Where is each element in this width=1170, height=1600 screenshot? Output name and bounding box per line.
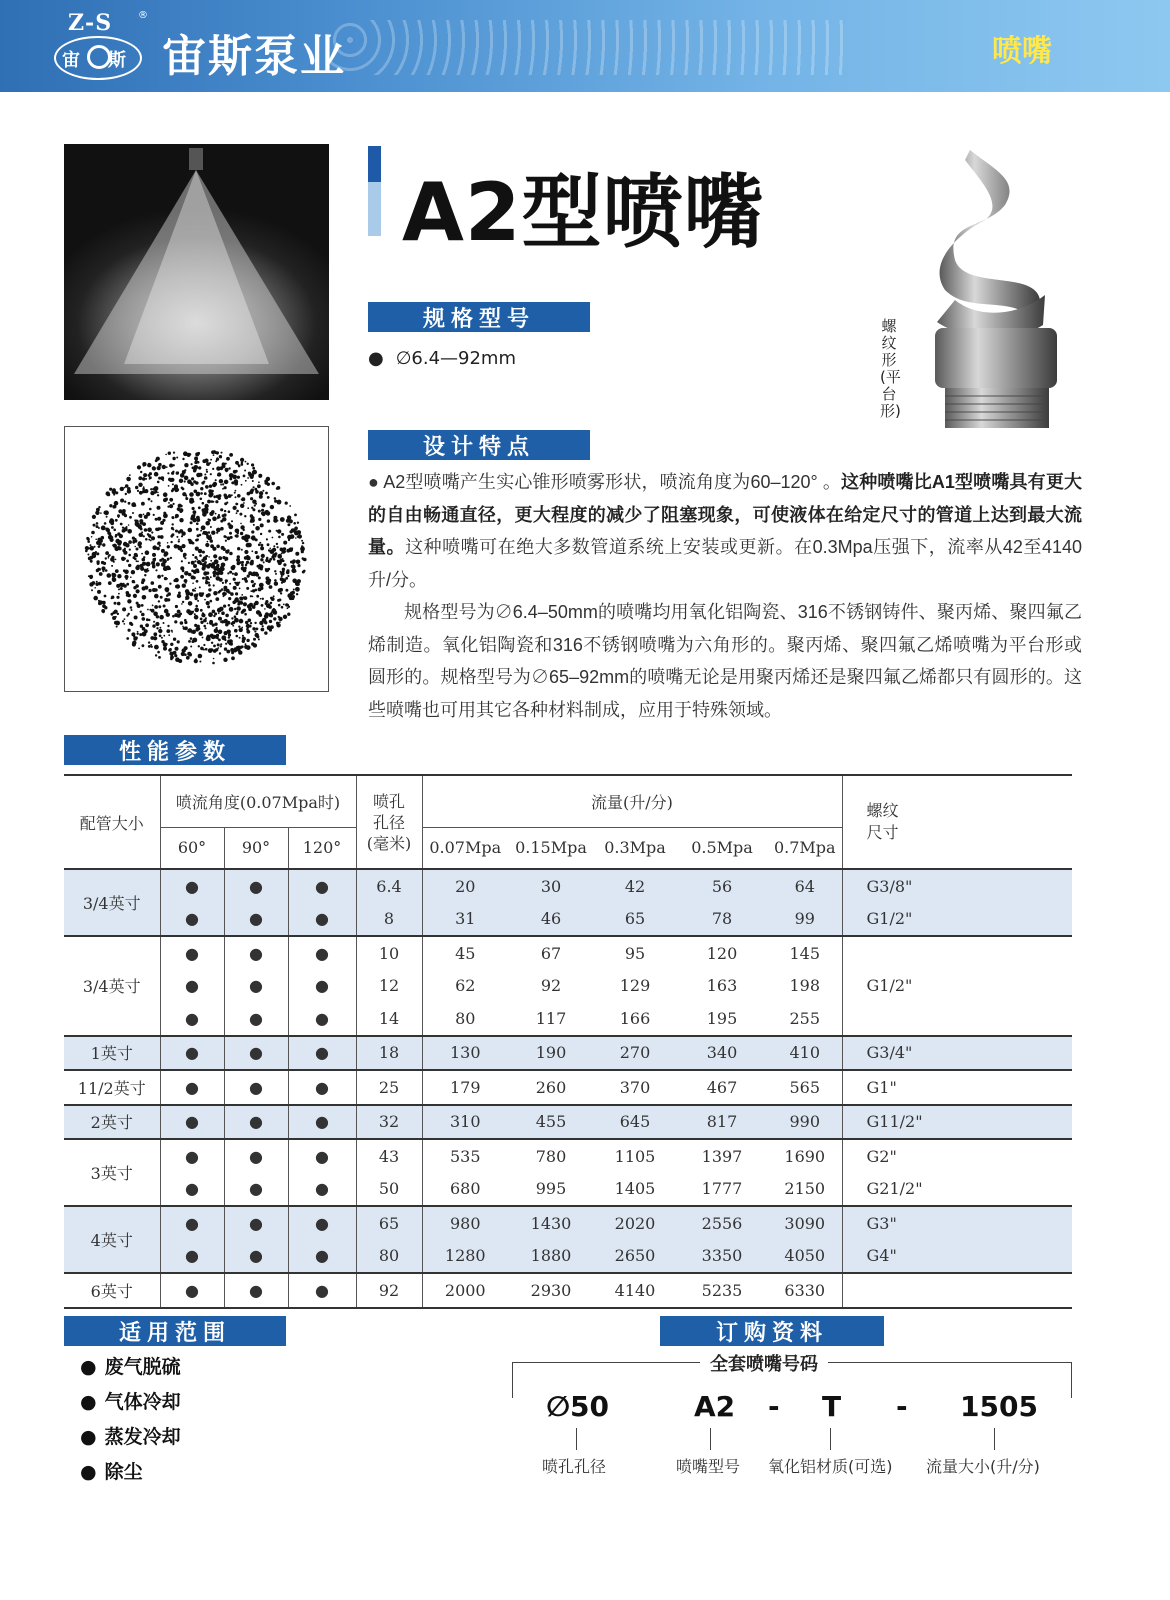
order-code-orifice: ∅50 [546, 1390, 609, 1423]
scope-item-label: 蒸发冷却 [104, 1426, 181, 1448]
pipe-size-cell: 3/4英寸 [64, 869, 160, 936]
angle-availability-dot: ● [160, 1240, 224, 1274]
flow-cell: 410 [768, 1036, 842, 1071]
orifice-cell: 80 [356, 1240, 422, 1274]
scope-item-label: 废气脱硫 [104, 1356, 181, 1378]
performance-heading: 性能参数 [64, 735, 286, 765]
design-heading: 设计特点 [368, 430, 590, 460]
col-thread [842, 775, 1072, 869]
flow-cell: 145 [768, 936, 842, 970]
pipe-size-cell: 3英寸 [64, 1139, 160, 1206]
col-angle-120: 120° [288, 827, 356, 869]
angle-availability-dot: ● [224, 1105, 288, 1140]
flow-cell: 2930 [508, 1273, 594, 1308]
flow-cell: 4140 [594, 1273, 676, 1308]
flow-cell: 340 [676, 1036, 768, 1071]
flow-cell: 120 [676, 936, 768, 970]
col-orifice-line1: 喷孔 [372, 791, 405, 811]
angle-availability-dot: ● [288, 1206, 356, 1240]
flow-cell: 4050 [768, 1240, 842, 1274]
angle-availability-dot: ● [288, 1036, 356, 1071]
scope-list [80, 1350, 181, 1490]
angle-availability-dot: ● [288, 869, 356, 903]
thread-size-cell: G3/8" [842, 869, 1072, 903]
nozzle-head [189, 148, 203, 170]
orifice-cell: 92 [356, 1273, 422, 1308]
orifice-cell: 8 [356, 903, 422, 937]
flow-cell: 2150 [768, 1173, 842, 1207]
flow-cell: 1880 [530, 1246, 572, 1266]
thread-size-cell: G2" [842, 1139, 1072, 1173]
flow-cell: 467 [676, 1070, 768, 1105]
flow-cell: 1105 [594, 1139, 676, 1173]
nozzle-product-image [925, 150, 1065, 442]
thread-size-cell: G1/2" [866, 909, 913, 929]
angle-availability-dot: ● [224, 1173, 288, 1207]
thread-size-cell: G3/4" [842, 1036, 1072, 1071]
scope-item [80, 1350, 181, 1385]
spiral-tip [940, 150, 1040, 310]
col-orifice [356, 775, 422, 869]
flow-cell: 370 [594, 1070, 676, 1105]
flow-cell: 31 [455, 909, 476, 929]
flow-cell: 95 [594, 936, 676, 970]
flow-cell: 78 [711, 909, 733, 929]
flow-cell: 195 [706, 1008, 738, 1028]
angle-availability-dot: ● [224, 1002, 288, 1036]
flow-cell: 990 [768, 1105, 842, 1140]
desc-intro: ● A2型喷嘴产生实心锥形喷雾形状，喷流角度为60–120° 。 [368, 472, 842, 492]
bullet-icon: ● [80, 1461, 97, 1483]
orifice-cell: 65 [356, 1206, 422, 1240]
flow-cell: 92 [540, 976, 562, 996]
angle-availability-dot: ● [288, 970, 356, 1003]
order-label-flow: 流量大小(升/分) [926, 1457, 1040, 1476]
flow-cell: 166 [619, 1008, 651, 1028]
performance-table [64, 774, 1072, 1309]
flow-cell: 680 [449, 1179, 481, 1199]
flow-cell: 20 [422, 869, 508, 903]
pipe-size-cell: 11/2英寸 [64, 1070, 160, 1105]
flow-cell: 65 [624, 909, 646, 929]
category-tag: 喷嘴 [992, 34, 1052, 69]
orifice-cell: 25 [356, 1070, 422, 1105]
flow-cell: 45 [422, 936, 508, 970]
flow-cell: 30 [508, 869, 594, 903]
spray-pattern-figure [64, 426, 329, 692]
table-row [64, 869, 1072, 903]
orifice-cell: 6.4 [356, 869, 422, 903]
flow-cell: 1777 [701, 1179, 743, 1199]
angle-availability-dot: ● [160, 1105, 224, 1140]
flow-cell: 1280 [444, 1246, 486, 1266]
scope-item [80, 1385, 181, 1420]
angle-availability-dot: ● [160, 1173, 224, 1207]
order-code-model: A2 [694, 1390, 736, 1423]
order-connector [576, 1428, 577, 1450]
table-row [64, 1206, 1072, 1240]
col-spray-angle: 喷流角度(0.07Mpa时) [160, 775, 356, 827]
angle-availability-dot: ● [288, 1105, 356, 1140]
flow-cell: 780 [508, 1139, 594, 1173]
flow-cell: 995 [535, 1179, 567, 1199]
bullet-icon: ● [368, 348, 384, 369]
spec-heading: 规格型号 [368, 302, 590, 332]
orifice-cell: 10 [356, 936, 422, 970]
flow-cell: 565 [768, 1070, 842, 1105]
logo-right-char: 斯 [108, 50, 126, 71]
col-thread-line1: 螺纹 [866, 801, 899, 820]
nozzle-body [935, 328, 1057, 388]
flow-cell: 1690 [768, 1139, 842, 1173]
desc-tail: 这种喷嘴可在绝大多数管道系统上安装或更新。在0.3Mpa压强下，流率从42至4140升/分。 [368, 537, 1083, 590]
angle-availability-dot: ● [224, 1240, 288, 1274]
pipe-size-cell: 6英寸 [64, 1273, 160, 1308]
scope-item-label: 气体冷却 [104, 1391, 181, 1413]
logo-registered: ® [138, 10, 148, 21]
flow-cell: 2020 [594, 1206, 676, 1240]
flow-cell: 1430 [508, 1206, 594, 1240]
angle-availability-dot: ● [288, 1173, 356, 1207]
angle-availability-dot: ● [288, 1002, 356, 1036]
logo-left-char: 宙 [62, 50, 80, 71]
angle-availability-dot: ● [224, 936, 288, 970]
angle-availability-dot: ● [288, 1240, 356, 1274]
orifice-cell: 50 [356, 1173, 422, 1207]
angle-availability-dot: ● [160, 1273, 224, 1308]
table-row [64, 903, 1072, 937]
angle-availability-dot: ● [224, 1139, 288, 1173]
angle-availability-dot: ● [224, 869, 288, 903]
brand-name: 宙斯泵业 [162, 31, 346, 82]
col-pressure-05: 0.5Mpa [676, 827, 768, 869]
angle-availability-dot: ● [288, 1139, 356, 1173]
col-flow: 流量(升/分) [422, 775, 842, 827]
flow-cell: 3350 [701, 1246, 743, 1266]
col-angle-90: 90° [224, 827, 288, 869]
flow-cell: 130 [422, 1036, 508, 1071]
order-label-model: 喷嘴型号 [676, 1457, 741, 1476]
thread-size-cell: G11/2" [842, 1105, 1072, 1140]
flow-cell: 129 [619, 976, 651, 996]
table-row [64, 1240, 1072, 1274]
orifice-cell: 43 [356, 1139, 422, 1173]
thread-size-cell: G4" [866, 1246, 897, 1266]
flow-cell: 260 [508, 1070, 594, 1105]
flow-cell: 980 [422, 1206, 508, 1240]
angle-availability-dot: ● [224, 970, 288, 1003]
flow-cell: 817 [676, 1105, 768, 1140]
table-row [64, 1036, 1072, 1071]
angle-availability-dot: ● [224, 1273, 288, 1308]
flow-cell: 179 [422, 1070, 508, 1105]
angle-availability-dot: ● [288, 1273, 356, 1308]
flow-cell: 270 [594, 1036, 676, 1071]
order-connector [710, 1428, 711, 1450]
design-description [368, 466, 1082, 726]
flow-cell: 5235 [676, 1273, 768, 1308]
angle-availability-dot: ● [288, 1070, 356, 1105]
order-caption: 全套喷嘴号码 [700, 1350, 828, 1376]
flow-cell: 46 [540, 909, 562, 929]
flow-cell: 67 [508, 936, 594, 970]
angle-availability-dot: ● [160, 1070, 224, 1105]
col-orifice-line2: 孔径 [372, 812, 405, 832]
pipe-size-cell: 3/4英寸 [64, 936, 160, 1036]
scope-heading: 适用范围 [64, 1316, 286, 1346]
flow-cell: 455 [508, 1105, 594, 1140]
header-pattern [330, 20, 850, 75]
flow-cell: 163 [706, 976, 738, 996]
table-row [64, 1139, 1072, 1173]
order-code-flow: 1505 [960, 1390, 1038, 1423]
flow-cell: 56 [676, 869, 768, 903]
desc-materials: 规格型号为∅6.4–50mm的喷嘴均用氧化铝陶瓷、316不锈钢铸件、聚丙烯、聚四氟乙烯制造。氧化铝陶瓷和316不锈钢喷嘴为六角形的。聚丙烯、聚四氟乙烯喷嘴为平台形或圆形的。规格型号为∅65–92mm的喷嘴无论是用聚丙烯还是聚四氟乙烯都只有圆形的。这些喷嘴也可用其它各种材料制成，应用于特殊领域。 [368, 602, 1082, 720]
title-accent-bar [368, 146, 381, 236]
table-row [64, 1173, 1072, 1207]
flow-cell: 310 [422, 1105, 508, 1140]
order-connector [830, 1428, 831, 1450]
thread-size-cell: G3" [842, 1206, 1072, 1240]
angle-availability-dot: ● [160, 903, 224, 937]
col-pressure-007: 0.07Mpa [422, 827, 508, 869]
flow-cell: 2650 [614, 1246, 656, 1266]
order-heading: 订购资料 [660, 1316, 884, 1346]
nozzle-thread [945, 388, 1049, 428]
col-pressure-015: 0.15Mpa [508, 827, 594, 869]
angle-availability-dot: ● [160, 1002, 224, 1036]
page-title: A2型喷嘴 [402, 166, 765, 259]
thread-size-cell [842, 1273, 1072, 1308]
flow-cell: 1405 [614, 1179, 656, 1199]
angle-availability-dot: ● [160, 936, 224, 970]
col-angle-60: 60° [160, 827, 224, 869]
table-row [64, 1273, 1072, 1308]
flow-cell: 6330 [768, 1273, 842, 1308]
angle-availability-dot: ● [160, 869, 224, 903]
col-thread-line2: 尺寸 [866, 823, 899, 842]
angle-availability-dot: ● [160, 1206, 224, 1240]
angle-availability-dot: ● [224, 1036, 288, 1071]
order-code-dash: - [896, 1390, 908, 1423]
angle-availability-dot: ● [288, 936, 356, 970]
angle-availability-dot: ● [224, 1206, 288, 1240]
flow-cell: 42 [594, 869, 676, 903]
scope-item [80, 1420, 181, 1455]
flow-cell: 117 [535, 1008, 567, 1028]
flow-cell: 2556 [676, 1206, 768, 1240]
flow-cell: 535 [422, 1139, 508, 1173]
bullet-icon: ● [80, 1426, 97, 1448]
order-code-material: T [822, 1390, 842, 1423]
angle-availability-dot: ● [224, 1070, 288, 1105]
order-label-orifice: 喷孔孔径 [542, 1457, 607, 1476]
col-pressure-03: 0.3Mpa [594, 827, 676, 869]
order-label-material: 氧化铝材质(可选) [768, 1457, 893, 1476]
logo-mark: Z-S [68, 10, 113, 36]
bullet-icon: ● [80, 1356, 97, 1378]
spray-pattern-dots [65, 427, 328, 691]
flow-cell: 3090 [768, 1206, 842, 1240]
company-logo [54, 10, 148, 82]
flow-cell: 2000 [422, 1273, 508, 1308]
flow-cell: 255 [768, 1002, 842, 1036]
thread-size-cell: G1" [842, 1070, 1072, 1105]
order-code-dash: - [768, 1390, 780, 1423]
flow-cell: 62 [455, 976, 476, 996]
flow-cell: 198 [768, 970, 842, 1003]
orifice-cell: 12 [356, 970, 422, 1003]
angle-availability-dot: ● [224, 903, 288, 937]
orifice-cell: 32 [356, 1105, 422, 1140]
angle-availability-dot: ● [160, 1036, 224, 1071]
table-row [64, 1070, 1072, 1105]
scope-item [80, 1455, 181, 1490]
orifice-cell: 18 [356, 1036, 422, 1071]
angle-availability-dot: ● [288, 903, 356, 937]
flow-cell: 80 [455, 1008, 476, 1028]
flow-cell: 99 [768, 903, 842, 937]
col-pipe-size: 配管大小 [64, 775, 160, 869]
pipe-size-cell: 1英寸 [64, 1036, 160, 1071]
thread-size-cell: G1/2" [842, 936, 1072, 1036]
flow-cell: 645 [594, 1105, 676, 1140]
bullet-icon: ● [80, 1391, 97, 1413]
spec-line [368, 348, 516, 369]
flow-cell: 64 [768, 869, 842, 903]
flow-cell: 1397 [676, 1139, 768, 1173]
spray-cone-image [64, 144, 329, 400]
order-connector [994, 1428, 995, 1450]
flow-cell: 190 [508, 1036, 594, 1071]
scope-item-label: 除尘 [104, 1461, 143, 1483]
spec-value: ∅6.4—92mm [395, 348, 516, 369]
col-orifice-line3: (毫米) [366, 833, 412, 853]
angle-availability-dot: ● [160, 1139, 224, 1173]
table-row [64, 936, 1072, 970]
pipe-size-cell: 2英寸 [64, 1105, 160, 1140]
desc-bold: 这种喷嘴比A1型喷嘴具有更大的自由畅通直径，更大程度的减少了阻塞现象，可使液体在给定尺寸的管道上达到最大流量。 [368, 472, 1082, 557]
angle-availability-dot: ● [160, 970, 224, 1003]
pipe-size-cell: 4英寸 [64, 1206, 160, 1273]
table-row [64, 1105, 1072, 1140]
thread-size-cell: G21/2" [866, 1179, 923, 1199]
nozzle-caption: 螺纹形(平台形) [880, 317, 901, 420]
orifice-cell: 14 [356, 1002, 422, 1036]
col-pressure-07: 0.7Mpa [768, 827, 842, 869]
